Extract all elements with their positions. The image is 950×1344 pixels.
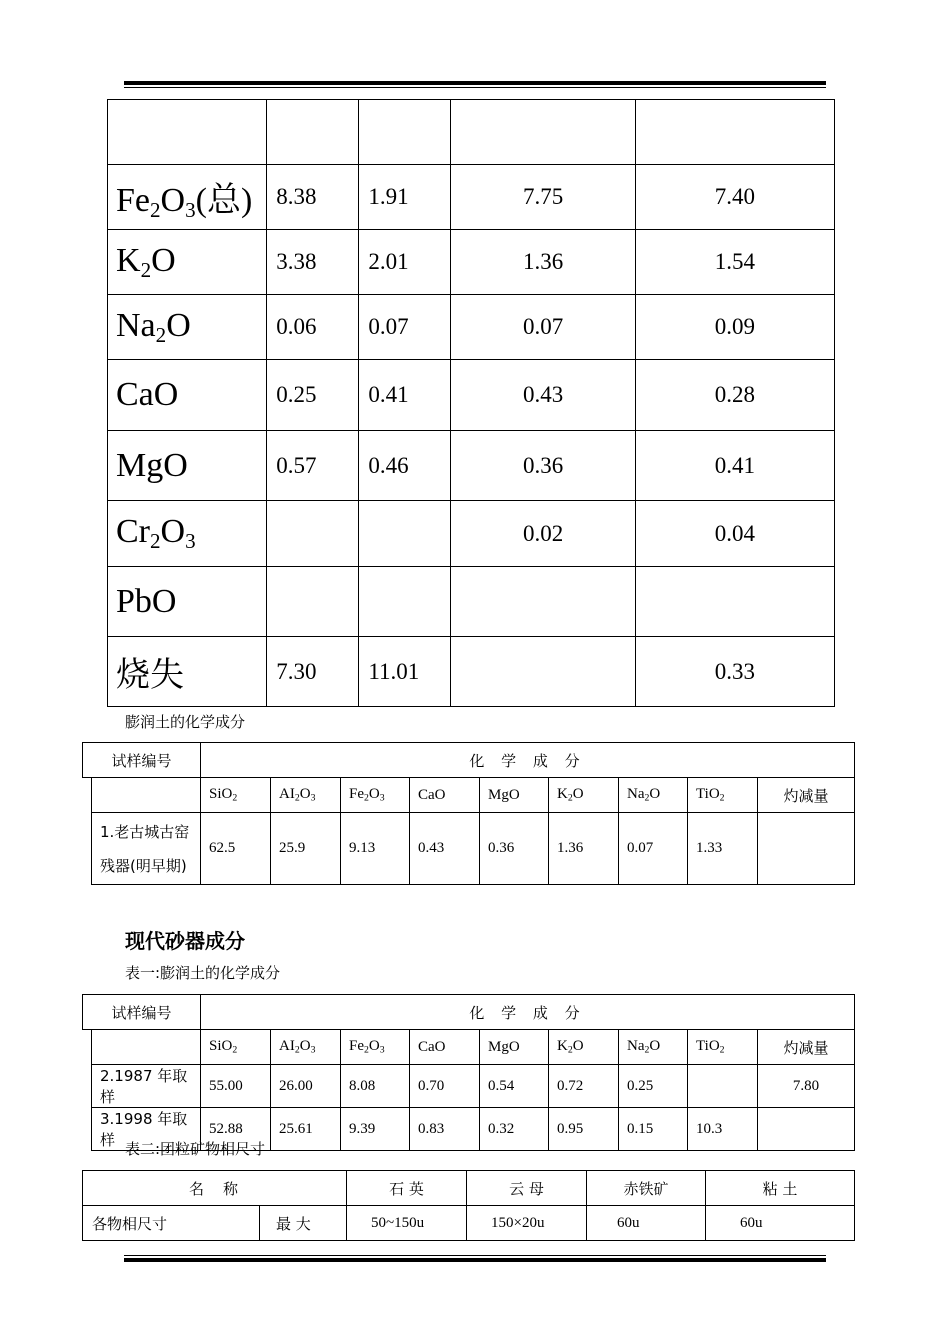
oxide-value: 0.07 (359, 295, 451, 360)
chemical-composition-header: 化 学 成 分 (201, 743, 855, 778)
oxide-value: 0.07 (451, 295, 635, 360)
oxide-name: $Cr_2O_3$ (108, 501, 267, 567)
ignition-loss-value (758, 1108, 855, 1151)
oxide-row (108, 567, 835, 637)
oxide-name: PbO (108, 567, 267, 637)
name-header: 名 称 (83, 1171, 347, 1206)
oxide-value: 1.36 (451, 230, 635, 295)
mineral-hematite: 赤铁矿 (587, 1171, 706, 1206)
caption-table-two: 表二:团粒矿物相尺寸 (125, 1140, 266, 1158)
composition-value: 0.43 (410, 813, 480, 885)
oxide-value: 0.28 (635, 360, 834, 431)
blank-header-cell (92, 1030, 201, 1065)
oxide-column-header: $K_2O$ (549, 1030, 619, 1065)
oxide-value: 0.06 (267, 295, 359, 360)
ignition-loss-header: 灼减量 (758, 1030, 855, 1065)
oxide-value: 0.41 (359, 360, 451, 431)
sample-id-header: 试样编号 (83, 995, 201, 1030)
oxide-column-header: $AI_2O_3$ (271, 1030, 341, 1065)
oxide-value: 1.54 (635, 230, 834, 295)
oxide-column-header: CaO (410, 1030, 480, 1065)
oxide-value: 0.09 (635, 295, 834, 360)
oxide-value: 0.57 (267, 431, 359, 501)
sample-row (83, 1065, 855, 1108)
size-hematite: 60u (587, 1206, 706, 1241)
composition-value: 0.15 (619, 1108, 688, 1151)
composition-value: 1.33 (688, 813, 758, 885)
oxide-value (359, 501, 451, 567)
composition-value: 0.83 (410, 1108, 480, 1151)
oxide-value: 0.04 (635, 501, 834, 567)
composition-value: 0.72 (549, 1065, 619, 1108)
oxide-value: 1.91 (359, 165, 451, 230)
oxide-value (267, 100, 359, 165)
oxide-value (451, 637, 635, 707)
oxide-value: 8.38 (267, 165, 359, 230)
oxide-column-header: SiO$_2$ (201, 1030, 271, 1065)
ancient-sample-composition-table (82, 742, 855, 885)
oxide-column-header: TiO$_2$ (688, 778, 758, 813)
oxide-value: 0.41 (635, 431, 834, 501)
composition-value: 0.36 (480, 813, 549, 885)
oxide-value (359, 567, 451, 637)
phase-size-label: 各物相尺寸 (83, 1206, 260, 1241)
oxide-column-header: $K_2O$ (549, 778, 619, 813)
oxide-value (451, 567, 635, 637)
oxide-composition-table (107, 99, 835, 707)
composition-value: 0.95 (549, 1108, 619, 1151)
mineral-clay: 粘 土 (706, 1171, 855, 1206)
oxide-value: 3.38 (267, 230, 359, 295)
composition-value: 25.61 (271, 1108, 341, 1151)
oxide-value: 0.33 (635, 637, 834, 707)
oxide-name: $K_2O$ (108, 230, 267, 295)
composition-value: 9.39 (341, 1108, 410, 1151)
oxide-row (108, 295, 835, 360)
oxide-value: 7.40 (635, 165, 834, 230)
oxide-column-header: $Fe_2O_3$ (341, 1030, 410, 1065)
composition-value: 0.32 (480, 1108, 549, 1151)
oxide-name: $Fe_2O_3$(总) (108, 165, 267, 230)
composition-value: 8.08 (341, 1065, 410, 1108)
size-quartz: 50~150u (347, 1206, 467, 1241)
composition-value (688, 1065, 758, 1108)
oxide-value: 0.25 (267, 360, 359, 431)
top-rule (124, 81, 826, 88)
oxide-name: 烧失 (108, 637, 267, 707)
oxide-value: 0.36 (451, 431, 635, 501)
sample-name: 3.1998 年取样 (92, 1108, 201, 1151)
composition-value: 9.13 (341, 813, 410, 885)
oxide-value (359, 100, 451, 165)
blank-header-cell (92, 778, 201, 813)
oxide-value (635, 100, 834, 165)
oxide-column-header: MgO (480, 1030, 549, 1065)
oxide-name (108, 100, 267, 165)
oxide-value: 0.43 (451, 360, 635, 431)
oxide-column-header: TiO$_2$ (688, 1030, 758, 1065)
oxide-column-header: $AI_2O_3$ (271, 778, 341, 813)
oxide-column-header: $Na_2O$ (619, 1030, 688, 1065)
oxide-column-header: CaO (410, 778, 480, 813)
modern-sample-composition-table (82, 994, 855, 1151)
oxide-column-header: $Na_2O$ (619, 778, 688, 813)
composition-value: 0.07 (619, 813, 688, 885)
size-clay: 60u (706, 1206, 855, 1241)
spacer-cell (83, 1065, 92, 1108)
oxide-name: MgO (108, 431, 267, 501)
modern-sand-ware-heading: 现代砂器成分 (125, 929, 245, 953)
caption-table-one: 表一:膨润土的化学成分 (125, 964, 281, 982)
composition-value: 52.88 (201, 1108, 271, 1151)
composition-value: 1.36 (549, 813, 619, 885)
oxide-column-header: $Fe_2O_3$ (341, 778, 410, 813)
sample-id-header: 试样编号 (83, 743, 201, 778)
oxide-value (267, 567, 359, 637)
chemical-composition-header: 化 学 成 分 (201, 995, 855, 1030)
oxide-value: 0.02 (451, 501, 635, 567)
spacer-cell (83, 1108, 92, 1151)
oxide-value: 7.30 (267, 637, 359, 707)
oxide-value: 7.75 (451, 165, 635, 230)
composition-value: 0.54 (480, 1065, 549, 1108)
oxide-row (108, 230, 835, 295)
oxide-column-header: SiO$_2$ (201, 778, 271, 813)
oxide-row (108, 501, 835, 567)
composition-value: 0.70 (410, 1065, 480, 1108)
composition-value: 55.00 (201, 1065, 271, 1108)
oxide-value: 2.01 (359, 230, 451, 295)
oxide-value: 11.01 (359, 637, 451, 707)
max-label: 最 大 (260, 1206, 347, 1241)
ignition-loss-value (758, 813, 855, 885)
oxide-row (108, 100, 835, 165)
oxide-name: $Na_2O$ (108, 295, 267, 360)
oxide-row (108, 360, 835, 431)
spacer-cell (83, 1030, 92, 1065)
mineral-quartz: 石 英 (347, 1171, 467, 1206)
composition-value: 10.3 (688, 1108, 758, 1151)
sample-name: 2.1987 年取样 (92, 1065, 201, 1108)
composition-value: 26.00 (271, 1065, 341, 1108)
caption-bentonite: 膨润土的化学成分 (125, 713, 246, 731)
ignition-loss-value: 7.80 (758, 1065, 855, 1108)
oxide-row (108, 637, 835, 707)
oxide-row (108, 165, 835, 230)
sample-name: 1.老古城古窑 残器(明早期) (92, 813, 201, 885)
size-mica: 150×20u (467, 1206, 587, 1241)
oxide-row (108, 431, 835, 501)
composition-value: 0.25 (619, 1065, 688, 1108)
composition-value: 62.5 (201, 813, 271, 885)
oxide-name: CaO (108, 360, 267, 431)
spacer-cell (83, 813, 92, 885)
ignition-loss-header: 灼减量 (758, 778, 855, 813)
bottom-rule (124, 1255, 826, 1262)
oxide-value: 0.46 (359, 431, 451, 501)
mineral-mica: 云 母 (467, 1171, 587, 1206)
oxide-value (451, 100, 635, 165)
oxide-value (267, 501, 359, 567)
oxide-value (635, 567, 834, 637)
composition-value: 25.9 (271, 813, 341, 885)
mineral-phase-size-table (82, 1170, 855, 1241)
oxide-column-header: MgO (480, 778, 549, 813)
spacer-cell (83, 778, 92, 813)
